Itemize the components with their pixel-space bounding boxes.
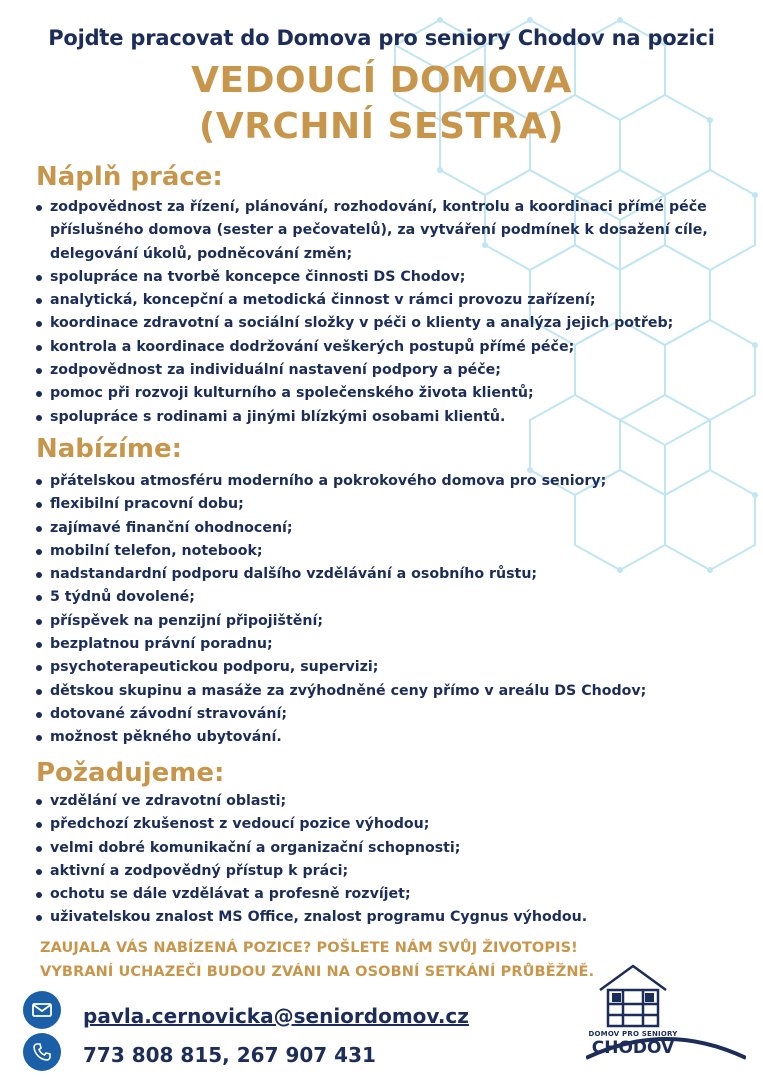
offer-item: příspěvek na penzijní připojištění; — [50, 610, 756, 633]
requirements-list — [22, 790, 756, 930]
duty-item: analytická, koncepční a metodická činnost v rámci provozu zařízení; — [50, 289, 756, 312]
offer-item: mobilní telefon, notebook; — [50, 540, 756, 563]
offer-item: možnost pěkného ubytování. — [50, 726, 756, 749]
logo-subtitle: DOMOV PRO SENIORY — [588, 1030, 678, 1038]
duty-item: zodpovědnost za řízení, plánování, rozhodování, kontrolu a koordinaci přímé péče příslušného domova (sester a pečovatelů), za vytváření podmínek k dosažení cíle, delegování úkolů, podněcování změn; — [50, 196, 756, 266]
requirement-item: velmi dobré komunikační a organizační schopnosti; — [50, 837, 756, 860]
call-to-action — [40, 936, 594, 984]
offer-item: flexibilní pracovní dobu; — [50, 493, 756, 516]
duties-heading: Náplň práce: — [36, 162, 223, 192]
requirement-item: uživatelskou znalost MS Office, znalost programu Cygnus výhodou. — [50, 906, 756, 929]
intro-heading: Pojďte pracovat do Domova pro seniory Chodov na pozici — [48, 26, 715, 50]
requirement-item: předchozí zkušenost z vedoucí pozice výhodou; — [50, 813, 756, 836]
offer-item: 5 týdnů dovolené; — [50, 586, 756, 609]
duty-item: kontrola a koordinace dodržování veškerých postupů přímé péče; — [50, 336, 756, 359]
offer-item: nadstandardní podporu dalšího vzdělávání a osobního růstu; — [50, 563, 756, 586]
logo-name: CHODOV — [591, 1038, 675, 1058]
offer-item: přátelskou atmosféru moderního a pokrokového domova pro seniory; — [50, 470, 756, 493]
mail-icon — [23, 991, 61, 1029]
offer-item: zajímavé finanční ohodnocení; — [50, 517, 756, 540]
position-title-line2: (VRCHNÍ SESTRA) — [198, 106, 565, 147]
duty-item: spolupráce s rodinami a jinými blízkými osobami klientů. — [50, 406, 756, 429]
offer-item: dětskou skupinu a masáže za zvýhodněné ceny přímo v areálu DS Chodov; — [50, 680, 756, 703]
requirement-item: ochotu se dále vzdělávat a profesně rozvíjet; — [50, 883, 756, 906]
requirements-heading: Požadujeme: — [36, 758, 225, 788]
email-link[interactable]: pavla.cernovicka@seniordomov.cz — [83, 1004, 469, 1028]
duty-item: pomoc při rozvoji kulturního a společenského života klientů; — [50, 382, 756, 405]
logo — [586, 960, 746, 1060]
duty-item: spolupráce na tvorbě koncepce činnosti DS Chodov; — [50, 266, 756, 289]
phone-numbers: 773 808 815, 267 907 431 — [83, 1043, 376, 1067]
offer-item: dotované závodní stravování; — [50, 703, 756, 726]
cta-line1: ZAUJALA VÁS NABÍZENÁ POZICE? POŠLETE NÁM SVŮJ ŽIVOTOPIS! — [40, 940, 578, 956]
position-title — [0, 58, 763, 150]
offer-list — [22, 470, 756, 750]
offer-heading: Nabízíme: — [36, 434, 182, 464]
phone-icon — [23, 1033, 61, 1071]
requirement-item: vzdělání ve zdravotní oblasti; — [50, 790, 756, 813]
offer-item: bezplatnou právní poradnu; — [50, 633, 756, 656]
position-title-line1: VEDOUCÍ DOMOVA — [191, 60, 572, 101]
requirement-item: aktivní a zodpovědný přístup k práci; — [50, 860, 756, 883]
duty-item: koordinace zdravotní a sociální složky v péči o klienty a analýza jejich potřeb; — [50, 312, 756, 335]
duties-list — [22, 196, 756, 429]
offer-item: psychoterapeutickou podporu, supervizi; — [50, 656, 756, 679]
duty-item: zodpovědnost za individuální nastavení podpory a péče; — [50, 359, 756, 382]
cta-line2: VYBRANÍ UCHAZEČI BUDOU ZVÁNI NA OSOBNÍ SETKÁNÍ PRŮBĚŽNĚ. — [40, 964, 595, 980]
